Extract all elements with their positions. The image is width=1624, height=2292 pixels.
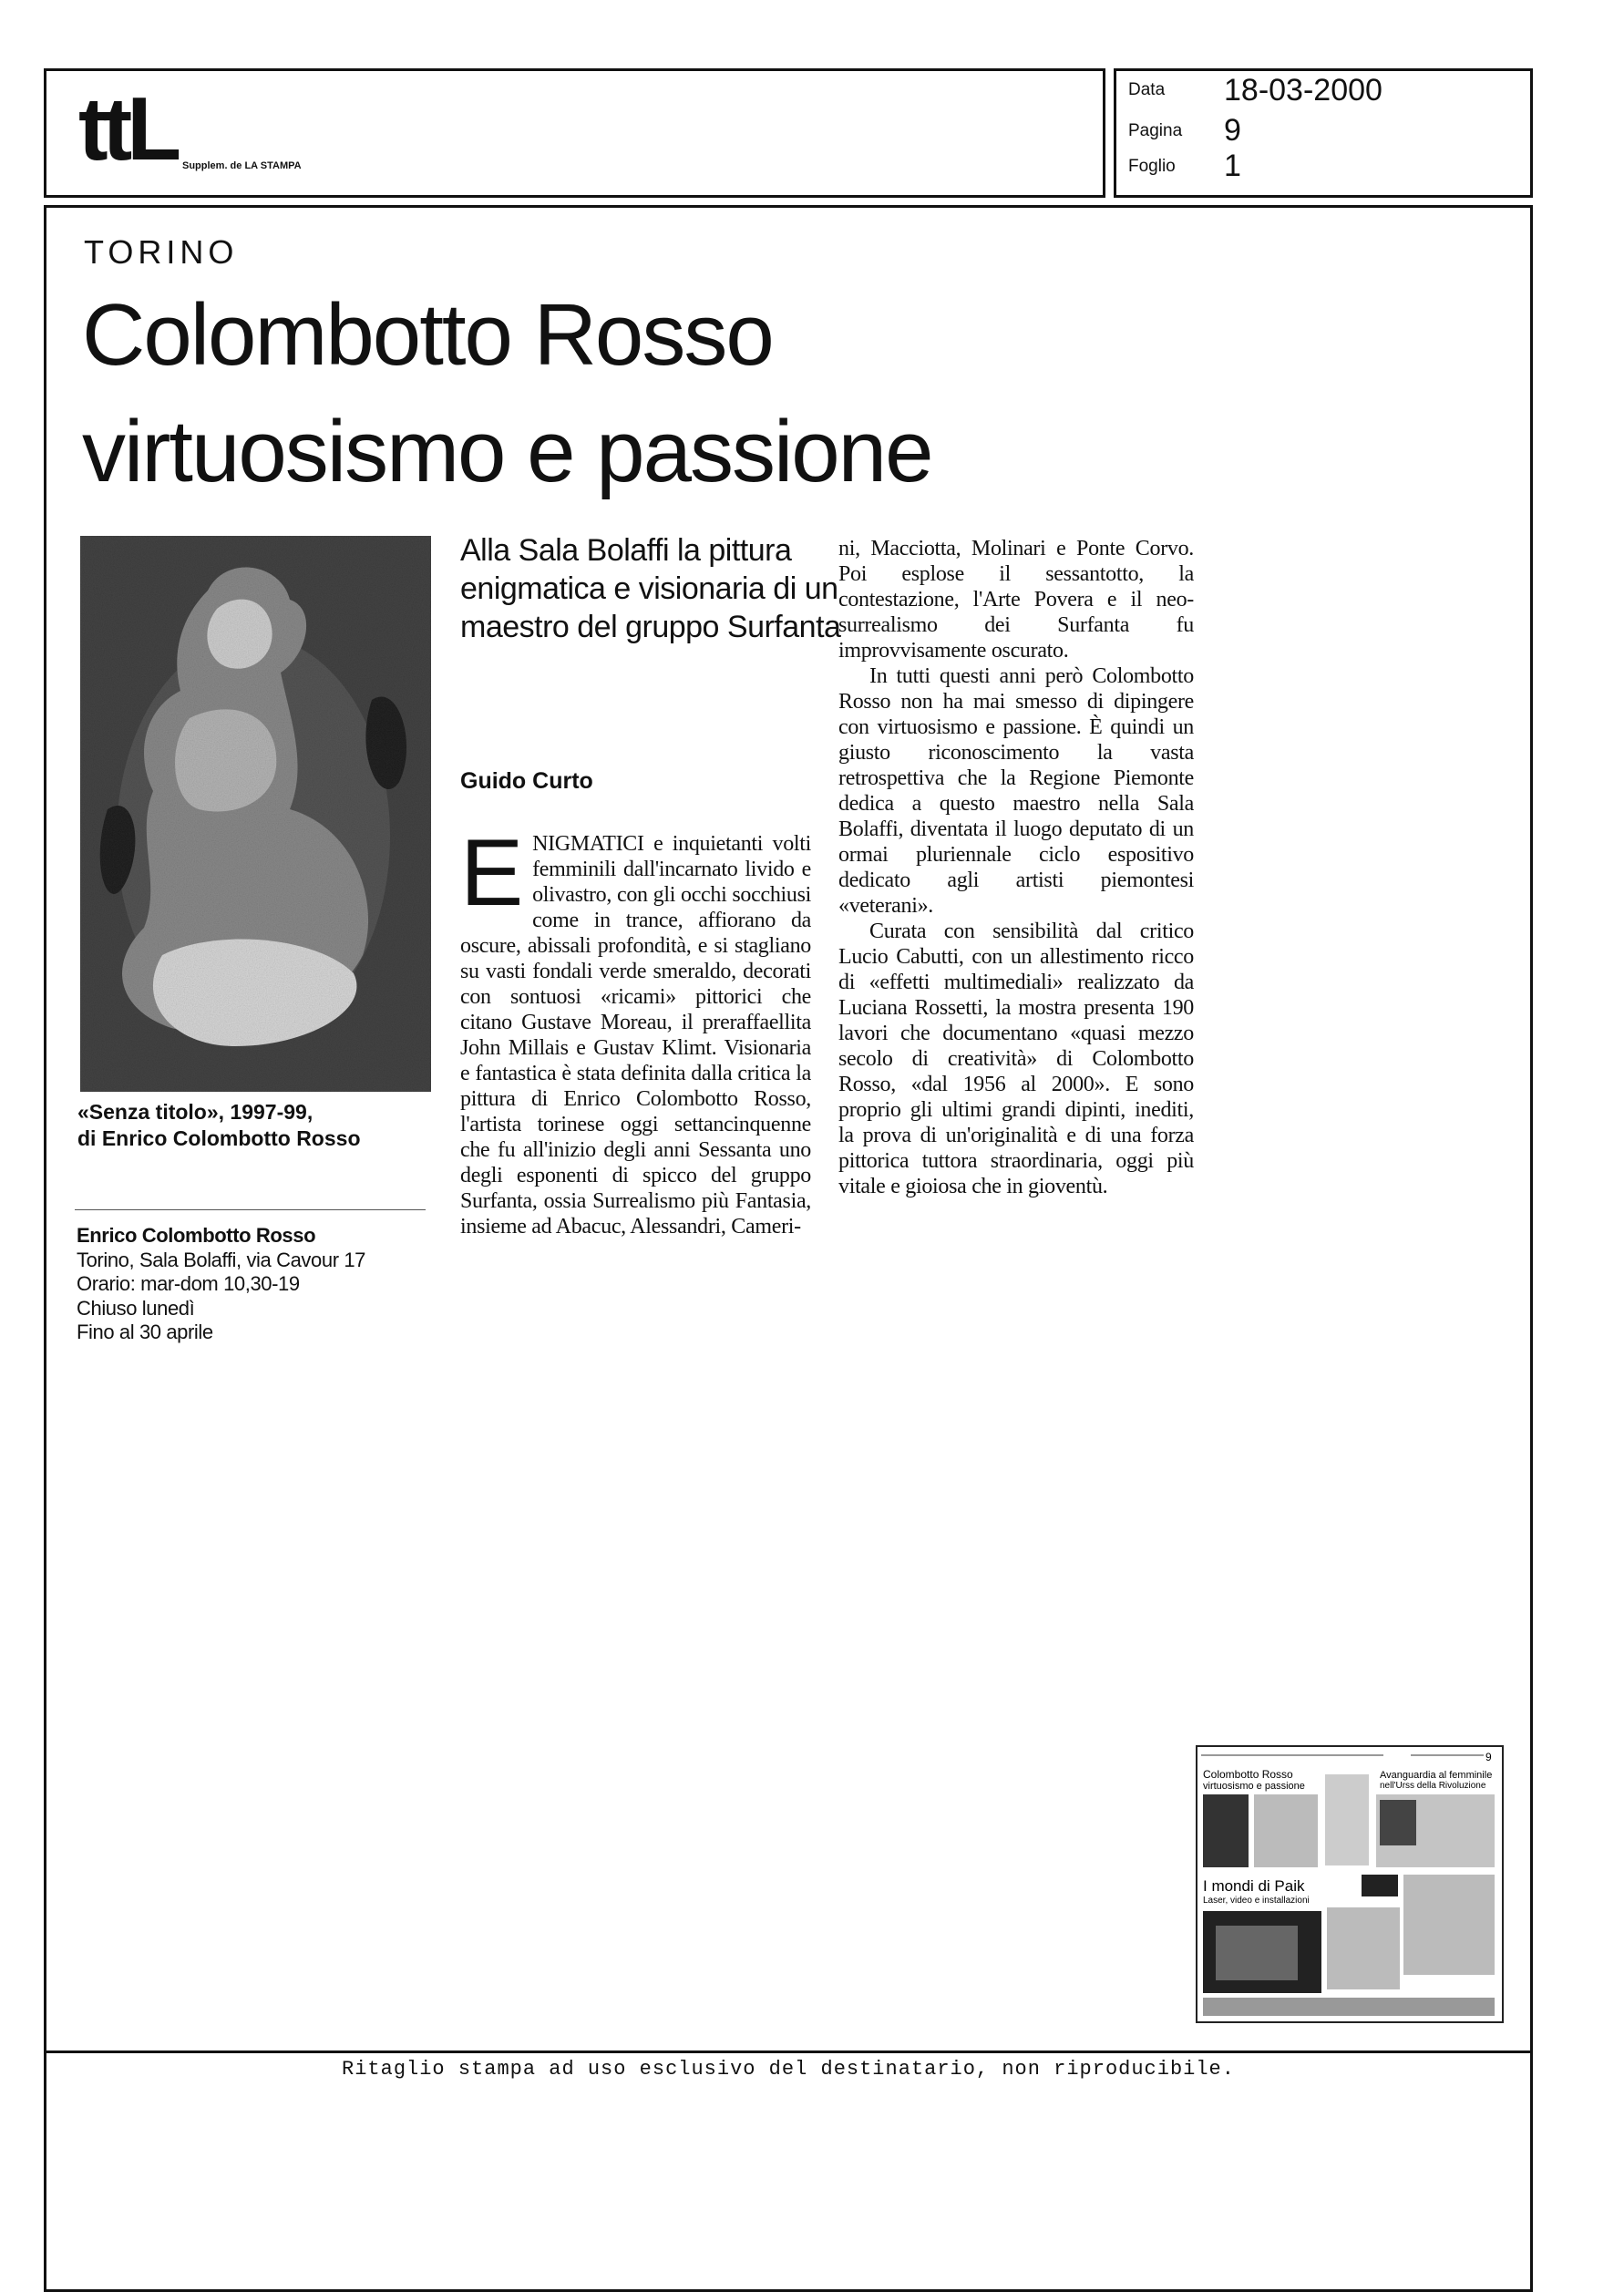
- artwork-image-icon: [80, 536, 431, 1092]
- article-column-2: [838, 536, 1194, 1199]
- pagina-label: Pagina: [1128, 121, 1183, 140]
- newspaper-logo: ttL: [78, 78, 177, 179]
- artwork-photo: [80, 536, 431, 1092]
- info-title: Enrico Colombotto Rosso: [77, 1224, 316, 1247]
- paragraph-1: [460, 820, 811, 1239]
- masthead-frame: [44, 68, 1105, 198]
- foglio-label: Foglio: [1128, 157, 1176, 176]
- section-kicker: TORINO: [84, 233, 239, 271]
- paragraph-4: Curata con sensibilità dal critico Lucio Cabutti, con un allestimento ricco di «effetti multimediali» realizzato da Luciana Rossetti, la mostra presenta 190 lavori che documentano «quasi mezzo secolo di creatività» di Colombotto Rosso, «dal 1956 al 2000». E sono proprio gli ultimi grandi dipinti, inediti, la prova di un'originalità e di una forza pittorica tuttora straordinaria, oggi più vitale e gioiosa che in gioventù.: [838, 920, 1194, 1198]
- info-hours: Orario: mar-dom 10,30-19: [77, 1272, 300, 1295]
- newspaper-subtitle: Supplem. de LA STAMPA: [182, 160, 302, 171]
- article-column-1: [460, 820, 811, 1239]
- thumb-headline-a2: virtuosismo e passione: [1203, 1781, 1305, 1792]
- caption-line-1: «Senza titolo», 1997-99,: [77, 1100, 313, 1124]
- info-location: Torino, Sala Bolaffi, via Cavour 17: [77, 1248, 365, 1271]
- thumb-headline-c1: I mondi di Paik: [1203, 1877, 1305, 1895]
- info-until: Fino al 30 aprile: [77, 1321, 213, 1343]
- photo-caption: [77, 1099, 361, 1152]
- footer-divider: [44, 2050, 1533, 2053]
- info-separator: [75, 1209, 426, 1210]
- info-closed: Chiuso lunedì: [77, 1296, 195, 1320]
- thumbnail-page-icon: [1197, 1747, 1502, 2021]
- thumb-headline-c2: Laser, video e installazioni: [1203, 1896, 1310, 1906]
- headline-line-2: virtuosismo e passione: [82, 403, 932, 500]
- thumb-headline-b1: Avanguardia al femminile: [1380, 1770, 1493, 1781]
- pagina-value: 9: [1224, 113, 1241, 148]
- foglio-value: 1: [1224, 149, 1241, 183]
- paragraph-3: In tutti questi anni però Colombotto Rosso non ha mai smesso di dipingere con virtuosismo e passione. È quindi un giusto riconoscimento la vasta retrospettiva che la Regione Piemonte dedica a questo maestro nella Sala Bolaffi, diventata il luogo deputato di un ormai pluriennale ciclo espositivo dedicato agli artisti piemontesi «veterani».: [838, 664, 1194, 918]
- thumb-page-number: 9: [1485, 1751, 1492, 1763]
- headline-line-1: Colombotto Rosso: [82, 286, 773, 384]
- paragraph-1-text: NIGMATICI e inquietanti volti femminili dall'incarnato livido e olivastro, con gli occhi socchiusi come in trance, affiorano da oscure, abissali profondità, e si stagliano su vasti fondali verde smeraldo, decorati con sontuosi «ricami» pittorici che citano Gustave Moreau, il preraffaellita John Millais e Gustav Klimt. Visionaria e fantastica è stata definita dalla critica la pittura di Enrico Colombotto Rosso, l'artista torinese oggi settancinquenne che fu all'inizio degli anni Sessanta uno degli esponenti di spicco del gruppo Surfanta, ossia Surrealismo più Fantasia, insieme ad Abacuc, Alessandri, Cameri-: [460, 832, 811, 1239]
- exhibition-info: [77, 1224, 365, 1345]
- footer-notice: Ritaglio stampa ad uso esclusivo del destinatario, non riproducibile.: [342, 2058, 1235, 2081]
- caption-line-2: di Enrico Colombotto Rosso: [77, 1126, 361, 1150]
- article-deck: Alla Sala Bolaffi la pittura enigmatica e visionaria di un maestro del gruppo Surfanta: [460, 533, 841, 644]
- drop-cap: E: [460, 820, 524, 926]
- data-value: 18-03-2000: [1224, 73, 1382, 108]
- data-label: Data: [1128, 80, 1166, 99]
- page-thumbnail: [1196, 1745, 1504, 2023]
- thumb-headline-b2: nell'Urss della Rivoluzione: [1380, 1781, 1486, 1791]
- paragraph-2: ni, Macciotta, Molinari e Ponte Corvo. Poi esplose il sessantotto, la contestazione, l'Arte Povera e il neo-surrealismo dei Surfanta fu improvvisamente oscurato.: [838, 537, 1194, 663]
- thumb-headline-a1: Colombotto Rosso: [1203, 1768, 1293, 1781]
- byline: Guido Curto: [460, 768, 593, 794]
